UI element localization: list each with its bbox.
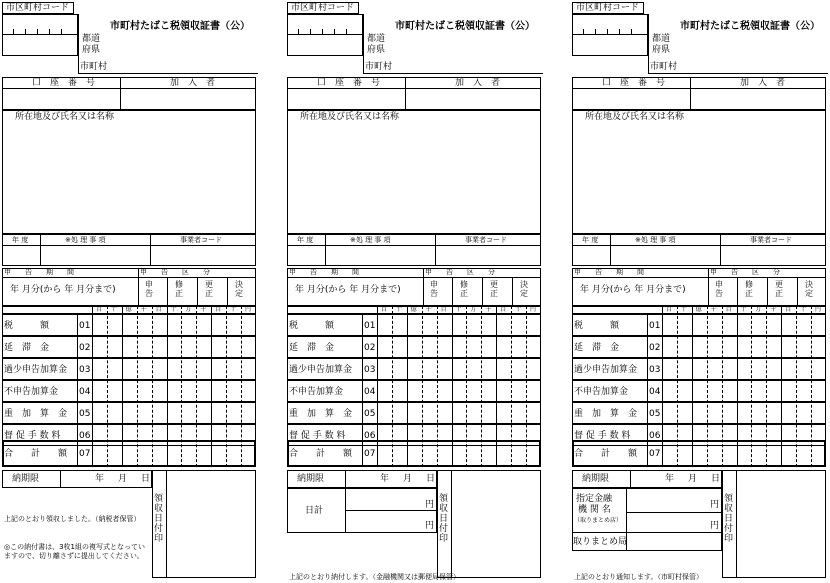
row-number-03: 03	[79, 365, 91, 375]
ymd-month: 月	[688, 474, 698, 484]
row-number-02: 02	[364, 343, 376, 353]
rule-line	[690, 77, 691, 110]
business-code-label: 事業者コード	[750, 236, 792, 244]
dashed-divider	[751, 306, 752, 467]
rule-line	[166, 470, 167, 578]
unit-9: 十	[230, 306, 237, 313]
unit-1: 十	[395, 306, 402, 313]
row-label-05: 重 加 算 金	[289, 409, 353, 419]
rule-line	[2, 34, 78, 35]
dashed-divider	[181, 306, 182, 467]
row-number-01: 01	[79, 321, 91, 331]
row-label-04: 不申告加算金	[289, 387, 344, 397]
row-number-02: 02	[649, 343, 661, 353]
category-header: 申 告 区 分	[140, 268, 210, 276]
rule-line	[138, 268, 139, 306]
row-label-02: 延 滞 金	[4, 343, 50, 353]
note-carbon: ◎この納付書は、3枚1組の複写式となっていますので、切り離さずに提出してください。	[4, 543, 146, 560]
row-label-01: 税 額	[289, 321, 335, 331]
dashed-divider	[707, 306, 708, 467]
rule-line	[708, 268, 709, 306]
dashed-divider	[722, 306, 723, 467]
unit-5: 十	[170, 306, 177, 313]
address-box[interactable]	[287, 110, 541, 234]
bank-label-2: 機 関 名	[578, 505, 611, 515]
category-1: 修正	[460, 280, 468, 298]
row-label-06: 督 促 手 数 料	[4, 431, 61, 441]
row-label-total: 合 計 額	[289, 449, 353, 459]
dashed-divider	[137, 306, 138, 467]
rule-line	[310, 29, 311, 34]
row-label-03: 過少申告加算金	[574, 365, 638, 375]
unit-0: 百	[381, 306, 388, 313]
rule-line	[451, 470, 452, 578]
ymd-month: 月	[118, 474, 128, 484]
stamp-label: 領収日付印	[439, 494, 449, 544]
form-title: 市町村たばこ税領収証書（公）	[395, 21, 535, 32]
code-label: 市区町村コード	[576, 3, 640, 13]
rule-line	[720, 234, 721, 245]
rule-line	[619, 29, 620, 34]
unit-2: 億	[695, 306, 702, 313]
rule-line	[77, 314, 78, 467]
row-label-05: 重 加 算 金	[4, 409, 68, 419]
row-number-06: 06	[79, 431, 91, 441]
business-code-label: 事業者コード	[465, 236, 507, 244]
row-label-04: 不申告加算金	[574, 387, 629, 397]
rule-line	[647, 314, 648, 467]
pref-label-2: 府県	[367, 45, 386, 55]
unit-7: 千	[770, 306, 777, 313]
row-number-03: 03	[649, 365, 661, 375]
due-label: 納期限	[12, 474, 40, 484]
rule-line	[610, 234, 611, 266]
code-box[interactable]	[287, 14, 363, 56]
row-number-05: 05	[79, 409, 91, 419]
rule-line	[60, 470, 61, 488]
ymd-year: 年	[665, 474, 675, 484]
unit-7: 千	[485, 306, 492, 313]
ymd-year: 年	[380, 474, 390, 484]
rule-line	[2, 277, 256, 278]
rule-line	[407, 306, 408, 467]
rule-line	[737, 306, 738, 467]
row-number-03: 03	[364, 365, 376, 375]
category-2: 更正	[205, 280, 213, 298]
row-label-total: 合 計 額	[574, 449, 638, 459]
category-0: 申告	[430, 280, 438, 298]
row-label-01: 税 額	[4, 321, 50, 331]
rule-line	[345, 510, 437, 511]
rule-line	[626, 512, 722, 513]
rule-line	[92, 306, 93, 467]
period-value: 年 月分(から 年 月分まで)	[580, 285, 686, 295]
rule-line	[767, 277, 768, 306]
rule-line	[648, 73, 828, 74]
category-2: 更正	[490, 280, 498, 298]
unit-8: 百	[785, 306, 792, 313]
row-number-06: 06	[364, 431, 376, 441]
category-3: 決定	[805, 280, 813, 298]
pref-label-1: 都道	[652, 34, 671, 44]
address-label: 所在地及び氏名又は名称	[15, 112, 115, 122]
unit-4: 百	[725, 306, 732, 313]
row-label-03: 過少申告加算金	[289, 365, 353, 375]
ymd-day: 日	[141, 474, 151, 484]
rule-line	[78, 73, 258, 74]
dashed-divider	[766, 306, 767, 467]
rule-line	[13, 29, 14, 34]
code-label: 市区町村コード	[291, 3, 355, 13]
code-box[interactable]	[572, 14, 648, 56]
rule-line	[781, 306, 782, 467]
bank-label-1: 指定金融	[576, 494, 613, 504]
row-label-05: 重 加 算 金	[574, 409, 638, 419]
dashed-divider	[152, 306, 153, 467]
row-number-04: 04	[649, 387, 661, 397]
dashed-divider	[437, 306, 438, 467]
rule-line	[211, 306, 212, 467]
category-3: 決定	[235, 280, 243, 298]
member-label: 加 入 者	[170, 78, 216, 88]
dashed-divider	[796, 306, 797, 467]
rule-line	[662, 306, 663, 467]
rule-line	[405, 77, 406, 110]
unit-6: 万	[185, 306, 192, 313]
row-label-06: 督 促 手 数 料	[289, 431, 346, 441]
code-box[interactable]	[2, 14, 78, 56]
rule-line	[325, 234, 326, 266]
row-number-02: 02	[79, 343, 91, 353]
category-1: 修正	[745, 280, 753, 298]
rule-line	[49, 29, 50, 34]
row-number-04: 04	[364, 387, 376, 397]
rule-line	[720, 245, 721, 266]
row-label-01: 税 額	[574, 321, 620, 331]
ymd-day: 日	[711, 474, 721, 484]
unit-8: 百	[215, 306, 222, 313]
category-0: 申告	[715, 280, 723, 298]
category-2: 更正	[775, 280, 783, 298]
rule-line	[25, 29, 26, 34]
rule-line	[287, 88, 541, 89]
dashed-divider	[196, 306, 197, 467]
yen-2: 円	[710, 521, 720, 531]
rule-line	[2, 88, 256, 89]
unit-8: 百	[500, 306, 507, 313]
unit-6: 万	[470, 306, 477, 313]
dashed-divider	[481, 306, 482, 467]
rule-line	[167, 277, 168, 306]
bank-label-3: （取りまとめ店）	[574, 517, 623, 524]
yen-2: 円	[425, 521, 435, 531]
rule-line	[607, 29, 608, 34]
year-label: 年 度	[12, 236, 29, 244]
unit-2: 億	[125, 306, 132, 313]
pref-label-1: 都道	[82, 34, 101, 44]
rule-line	[572, 88, 826, 89]
unit-10: 円	[245, 306, 252, 313]
rule-line	[435, 245, 436, 266]
row-number-05: 05	[364, 409, 376, 419]
rule-line	[737, 277, 738, 306]
unit-0: 百	[96, 306, 103, 313]
account-number-label: 口 座 番 号	[602, 78, 666, 88]
unit-3: 千	[425, 306, 432, 313]
daily-total-label: 日計	[305, 506, 324, 516]
member-label: 加 入 者	[455, 78, 501, 88]
rule-line	[346, 29, 347, 34]
code-label: 市区町村コード	[6, 3, 70, 13]
address-box[interactable]	[2, 110, 256, 234]
unit-0: 百	[666, 306, 673, 313]
period-header: 申 告 期 間	[4, 268, 74, 276]
unit-6: 万	[755, 306, 762, 313]
address-box[interactable]	[572, 110, 826, 234]
pref-label-2: 府県	[652, 45, 671, 55]
ymd-year: 年	[95, 474, 105, 484]
rule-line	[648, 14, 649, 73]
row-number-05: 05	[649, 409, 661, 419]
rule-line	[692, 306, 693, 467]
rule-line	[298, 29, 299, 34]
row-label-02: 延 滞 金	[289, 343, 335, 353]
footer-note: 上記のとおり通知します。（市町村保管）	[574, 573, 703, 581]
rule-line	[736, 470, 737, 578]
rule-line	[595, 29, 596, 34]
rule-line	[572, 277, 826, 278]
rule-line	[435, 234, 436, 245]
form-title: 市町村たばこ税領収証書（公）	[680, 21, 820, 32]
row-label-04: 不申告加算金	[4, 387, 59, 397]
rule-line	[167, 306, 168, 467]
rule-line	[452, 306, 453, 467]
rule-line	[363, 73, 543, 74]
unit-2: 億	[410, 306, 417, 313]
city-label: 市町村	[365, 62, 393, 72]
form-title: 市町村たばこ税領収証書（公）	[110, 21, 250, 32]
rule-line	[61, 29, 62, 34]
city-label: 市町村	[650, 62, 678, 72]
rule-line	[572, 532, 722, 533]
row-label-03: 過少申告加算金	[4, 365, 68, 375]
unit-3: 千	[710, 306, 717, 313]
rule-line	[512, 277, 513, 306]
category-header: 申 告 区 分	[425, 268, 495, 276]
year-label: 年 度	[297, 236, 314, 244]
rule-line	[496, 306, 497, 467]
dashed-divider	[511, 306, 512, 467]
rule-line	[583, 29, 584, 34]
rule-line	[631, 29, 632, 34]
unit-4: 百	[155, 306, 162, 313]
ymd-month: 月	[403, 474, 413, 484]
ymd-day: 日	[426, 474, 436, 484]
business-code-label: 事業者コード	[180, 236, 222, 244]
rule-line	[287, 277, 541, 278]
rule-line	[345, 470, 346, 488]
unit-5: 十	[455, 306, 462, 313]
pref-label-1: 都道	[367, 34, 386, 44]
year-label: 年 度	[582, 236, 599, 244]
row-number-01: 01	[649, 321, 661, 331]
rule-line	[572, 34, 648, 35]
unit-7: 千	[200, 306, 207, 313]
dashed-divider	[107, 306, 108, 467]
row-label-02: 延 滞 金	[574, 343, 620, 353]
unit-1: 十	[110, 306, 117, 313]
dashed-divider	[241, 306, 242, 467]
rule-line	[322, 29, 323, 34]
account-number-label: 口 座 番 号	[317, 78, 381, 88]
rule-line	[40, 234, 41, 266]
dashed-divider	[677, 306, 678, 467]
category-1: 修正	[175, 280, 183, 298]
unit-9: 十	[515, 306, 522, 313]
rule-line	[122, 306, 123, 467]
dashed-divider	[466, 306, 467, 467]
process-label: ※処 理 事 項	[350, 236, 391, 244]
pref-label-2: 府県	[82, 45, 101, 55]
stamp-box[interactable]	[152, 470, 256, 578]
unit-10: 円	[815, 306, 822, 313]
rule-line	[452, 277, 453, 306]
unit-1: 十	[680, 306, 687, 313]
row-number-01: 01	[364, 321, 376, 331]
category-header: 申 告 区 分	[710, 268, 780, 276]
address-label: 所在地及び氏名又は名称	[585, 112, 685, 122]
due-label: 納期限	[297, 474, 325, 484]
stamp-box[interactable]	[722, 470, 826, 578]
process-label: ※処 理 事 項	[635, 236, 676, 244]
rule-line	[197, 277, 198, 306]
row-number-04: 04	[79, 387, 91, 397]
category-0: 申告	[145, 280, 153, 298]
rule-line	[423, 268, 424, 306]
rule-line	[227, 277, 228, 306]
account-number-label: 口 座 番 号	[32, 78, 96, 88]
rule-line	[377, 306, 378, 467]
due-label: 納期限	[582, 474, 610, 484]
rule-line	[150, 234, 151, 245]
footer-note: 上記のとおり納付します。（金融機関又は郵便局保管）	[289, 573, 460, 581]
rule-line	[287, 34, 363, 35]
row-number-total: 07	[79, 449, 91, 459]
unit-5: 十	[740, 306, 747, 313]
rule-line	[797, 277, 798, 306]
row-number-total: 07	[649, 449, 661, 459]
dashed-divider	[422, 306, 423, 467]
rule-line	[334, 29, 335, 34]
unit-9: 十	[800, 306, 807, 313]
rule-line	[362, 314, 363, 467]
row-number-total: 07	[364, 449, 376, 459]
yen-1: 円	[710, 500, 720, 510]
rule-line	[120, 77, 121, 110]
period-header: 申 告 期 間	[574, 268, 644, 276]
stamp-box[interactable]	[437, 470, 541, 578]
row-label-total: 合 計 額	[4, 449, 68, 459]
unit-3: 千	[140, 306, 147, 313]
dashed-divider	[392, 306, 393, 467]
stamp-label: 領収日付印	[154, 494, 164, 544]
member-label: 加 入 者	[740, 78, 786, 88]
note-receipt: 上記のとおり領収しました。（納税者保管）	[4, 515, 141, 523]
row-label-06: 督 促 手 数 料	[574, 431, 631, 441]
unit-4: 百	[440, 306, 447, 313]
dashed-divider	[226, 306, 227, 467]
period-value: 年 月分(から 年 月分まで)	[295, 285, 401, 295]
rule-line	[78, 14, 79, 73]
period-value: 年 月分(から 年 月分まで)	[10, 285, 116, 295]
rule-line	[630, 470, 631, 488]
rule-line	[482, 277, 483, 306]
rule-line	[150, 245, 151, 266]
dashed-divider	[811, 306, 812, 467]
rule-line	[363, 14, 364, 73]
address-label: 所在地及び氏名又は名称	[300, 112, 400, 122]
yen-1: 円	[425, 500, 435, 510]
city-label: 市町村	[80, 62, 108, 72]
rule-line	[37, 29, 38, 34]
process-label: ※処 理 事 項	[65, 236, 106, 244]
period-header: 申 告 期 間	[289, 268, 359, 276]
dashed-divider	[526, 306, 527, 467]
category-3: 決定	[520, 280, 528, 298]
stamp-label: 領収日付印	[724, 494, 734, 544]
bank-office-label: 取りまとめ局	[573, 537, 628, 547]
unit-10: 円	[530, 306, 537, 313]
row-number-06: 06	[649, 431, 661, 441]
